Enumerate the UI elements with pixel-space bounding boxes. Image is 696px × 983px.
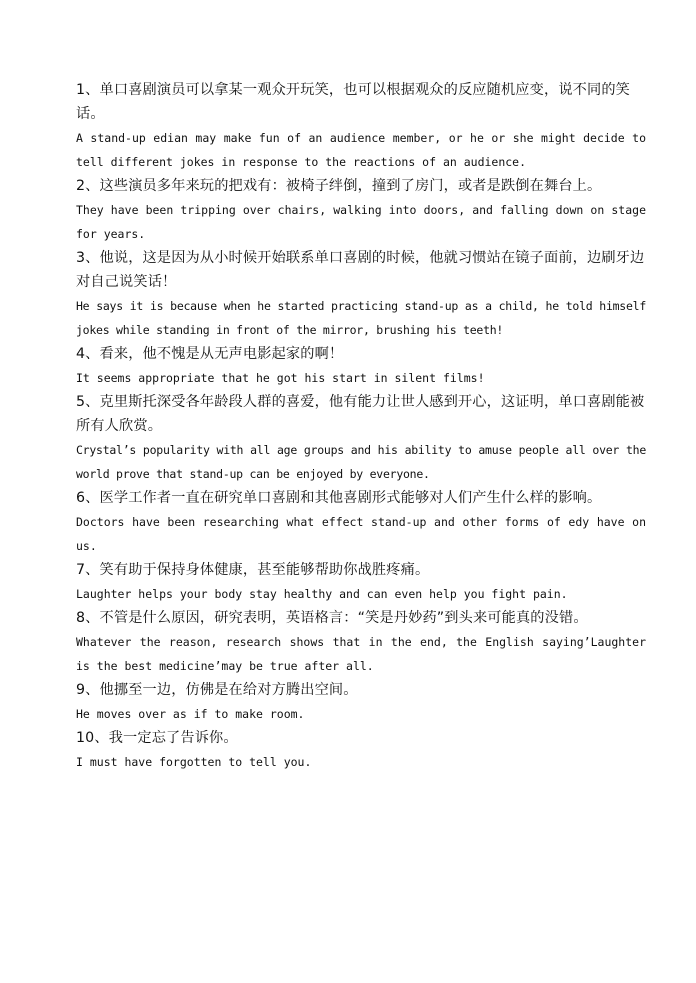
chinese-sentence: 8、不管是什么原因，研究表明，英语格言：“笑是丹妙药”到头来可能真的没错。 <box>76 610 588 626</box>
chinese-sentence: 1、单口喜剧演员可以拿某一观众开玩笑，也可以根据观众的反应随机应变，说不同的笑话。 <box>76 82 631 122</box>
chinese-sentence: 6、医学工作者一直在研究单口喜剧和其他喜剧形式能够对人们产生什么样的影响。 <box>76 490 602 506</box>
english-sentence: Crystal’s popularity with all age groups and his ability to amuse people all over the world prove that stand-up can be enjoyed by everyone. <box>76 443 646 481</box>
document-body <box>76 78 646 774</box>
english-sentence: Laughter helps your body stay healthy and can even help you fight pain. <box>76 587 568 601</box>
english-sentence: It seems appropriate that he got his start in silent films! <box>76 371 485 385</box>
chinese-sentence: 10、我一定忘了告诉你。 <box>76 730 238 746</box>
chinese-sentence: 3、他说，这是因为从小时候开始联系单口喜剧的时候，他就习惯站在镜子面前，边刷牙边对自己说笑话！ <box>76 250 645 290</box>
sentence-pair-3 <box>76 246 646 342</box>
sentence-pair-4 <box>76 342 646 390</box>
sentence-pair-5 <box>76 390 646 486</box>
sentence-pair-10 <box>76 726 646 774</box>
sentence-pair-6 <box>76 486 646 558</box>
sentence-pair-8 <box>76 606 646 678</box>
english-sentence: They have been tripping over chairs, walking into doors, and falling down on stage for years. <box>76 203 646 241</box>
english-sentence: Whatever the reason, research shows that in the end, the English saying’Laughter is the best medicine’may be true after all. <box>76 635 646 673</box>
chinese-sentence: 7、笑有助于保持身体健康，甚至能够帮助你战胜疼痛。 <box>76 562 430 578</box>
chinese-sentence: 4、看来，他不愧是从无声电影起家的啊！ <box>76 346 344 362</box>
english-sentence: A stand-up edian may make fun of an audience member, or he or she might decide to tell different jokes in response to the reactions of an audience. <box>76 131 646 169</box>
english-sentence: I must have forgotten to tell you. <box>76 755 312 769</box>
sentence-pair-7 <box>76 558 646 606</box>
chinese-sentence: 5、克里斯托深受各年龄段人群的喜爱，他有能力让世人感到开心，这证明，单口喜剧能被所有人欣赏。 <box>76 394 645 434</box>
english-sentence: He moves over as if to make room. <box>76 707 305 721</box>
sentence-pair-2 <box>76 174 646 246</box>
chinese-sentence: 9、他挪至一边，仿佛是在给对方腾出空间。 <box>76 682 358 698</box>
sentence-pair-1 <box>76 78 646 174</box>
chinese-sentence: 2、这些演员多年来玩的把戏有：被椅子绊倒，撞到了房门，或者是跌倒在舞台上。 <box>76 178 602 194</box>
english-sentence: He says it is because when he started practicing stand-up as a child, he told himself jokes while standing in front of the mirror, brushing his teeth! <box>76 299 646 337</box>
sentence-pair-9 <box>76 678 646 726</box>
english-sentence: Doctors have been researching what effect stand-up and other forms of edy have on us. <box>76 515 646 553</box>
